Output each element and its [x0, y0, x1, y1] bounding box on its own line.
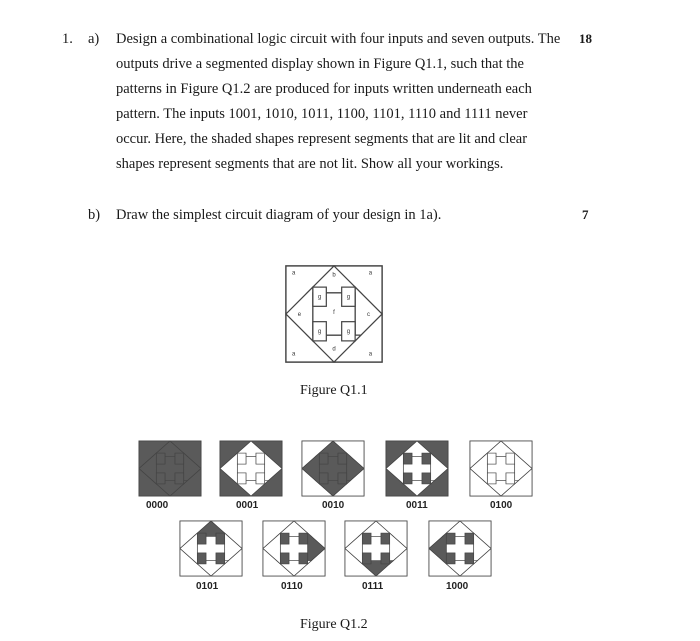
pattern-tile-0111 — [345, 521, 407, 576]
segment-label-f: f — [333, 310, 335, 316]
part-b-label: b) — [88, 207, 101, 223]
segment-label-g: g — [346, 329, 351, 336]
part-b-marks: 7 — [582, 207, 589, 222]
segment-label-g: g — [346, 294, 351, 301]
part-a-line-6: shapes represent segments that are not lit. Show all your workings. — [116, 156, 504, 172]
segment-label-c: c — [367, 311, 371, 318]
segment-label-a: a — [292, 351, 296, 358]
segment-label-g: g — [317, 329, 322, 336]
part-a-marks: 18 — [579, 31, 592, 46]
part-a-line-4: pattern. The inputs 1001, 1010, 1011, 1100, 1101, 1110 and 1111 never — [116, 106, 528, 122]
segment-label-g: g — [317, 294, 322, 301]
part-a-line-3: patterns in Figure Q1.2 are produced for inputs written underneath each — [116, 81, 532, 97]
segment-display-diagram — [286, 266, 382, 362]
pattern-code-0010: 0010 — [322, 500, 345, 511]
question-number: 1. — [62, 31, 73, 47]
segment-label-a: a — [368, 270, 373, 277]
pattern-tile-0010 — [302, 441, 364, 496]
part-a-label: a) — [88, 31, 100, 47]
pattern-tile-0001 — [220, 441, 282, 496]
pattern-code-0110: 0110 — [281, 581, 303, 592]
part-b-text: Draw the simplest circuit diagram of your design in 1a). — [116, 207, 442, 223]
pattern-tile-1000 — [429, 521, 491, 576]
pattern-code-0001: 0001 — [236, 500, 259, 511]
pattern-code-1000: 1000 — [446, 581, 469, 592]
figure-q1-2-caption: Figure Q1.2 — [300, 617, 368, 632]
segment-label-e: e — [297, 311, 302, 318]
pattern-code-0101: 0101 — [196, 581, 219, 592]
pattern-tile-0101 — [180, 521, 242, 576]
part-a-line-1: Design a combinational logic circuit with four inputs and seven outputs. The — [116, 31, 561, 47]
pattern-tile-0011 — [386, 441, 448, 496]
pattern-code-0100: 0100 — [490, 500, 513, 511]
part-a-line-5: occur. Here, the shaded shapes represent segments that are lit and clear — [116, 131, 528, 147]
pattern-tile-0100 — [470, 441, 532, 496]
pattern-code-0000: 0000 — [146, 500, 169, 511]
pattern-tile-0110 — [263, 521, 325, 576]
part-a-line-2: outputs drive a segmented display shown in Figure Q1.1, such that the — [116, 56, 524, 72]
segment-label-a: a — [368, 351, 373, 358]
segment-label-d: d — [332, 346, 336, 353]
segment-label-a: a — [292, 270, 296, 277]
pattern-tile-0000 — [139, 441, 201, 496]
figure-q1-1-caption: Figure Q1.1 — [300, 383, 368, 398]
segment-label-b: b — [332, 272, 336, 279]
pattern-code-0111: 0111 — [362, 581, 384, 592]
pattern-code-0011: 0011 — [406, 500, 428, 511]
